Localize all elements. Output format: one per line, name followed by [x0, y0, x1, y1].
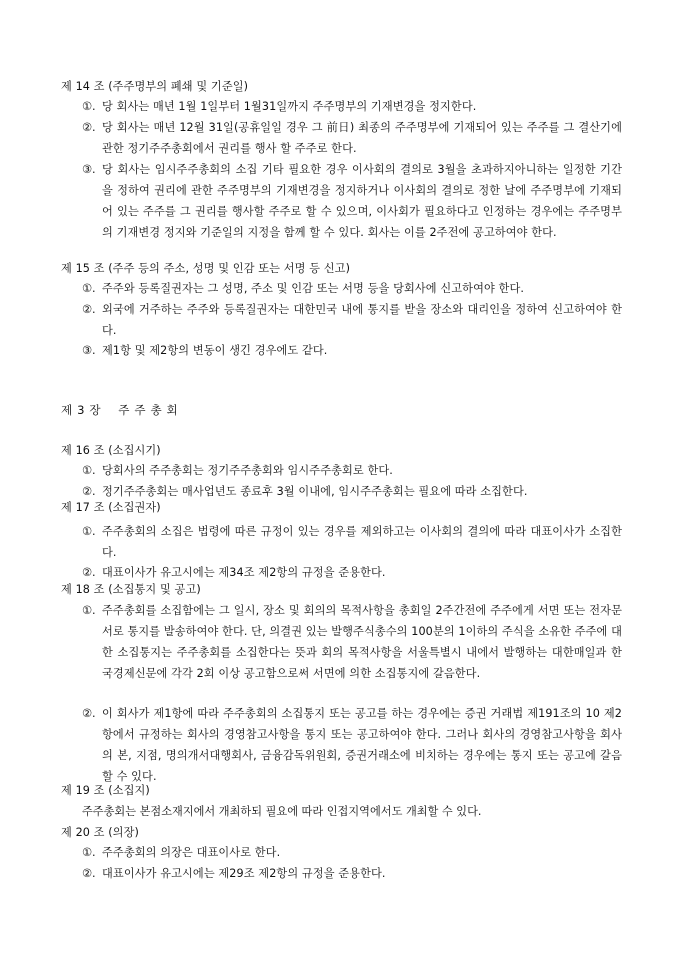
item-number: ①. — [82, 464, 96, 477]
article-18-item-2 — [82, 703, 622, 787]
item-text: 주주총회를 소집함에는 그 일시, 장소 및 회의의 목적사항을 총회일 2주간전에 주주에게 서면 또는 전자문서로 통지를 발송하여야 한다. 단, 의결권 있는 발행주식총수의 100분의 1이하의 주식을 소유한 주주에 대한 소집통지는 주주총회를 소집한다는 뜻과 회의 목적사항을 서울특별시 내에서 발행하는 대한매일과 한국경제신문에 각각 2회 이상 공고함으로써 서면에 의한 소집통지에 갈음한다. — [102, 604, 623, 680]
item-text: 외국에 거주하는 주주와 등록질권자는 대한민국 내에 통지를 받을 장소와 대리인을 정하여 신고하여야 한다. — [102, 303, 622, 337]
item-number: ②. — [82, 485, 96, 498]
item-number: ①. — [82, 282, 96, 295]
item-number: ②. — [82, 707, 96, 720]
item-text: 제1항 및 제2항의 변동이 생긴 경우에도 같다. — [102, 344, 328, 357]
article-14-item-2 — [82, 117, 622, 159]
article-14-title: 제 14 조 (주주명부의 폐쇄 및 기준일) — [61, 80, 249, 93]
article-15-item-3 — [82, 340, 622, 361]
article-14-item-1 — [82, 96, 622, 117]
article-16-title: 제 16 조 (소집시기) — [61, 444, 161, 457]
item-text: 대표이사가 유고시에는 제29조 제2항의 규정을 준용한다. — [102, 867, 386, 880]
article-17-item-1 — [82, 521, 622, 563]
item-number: ③. — [82, 344, 96, 357]
item-number: ③. — [82, 163, 96, 176]
chapter-3-heading: 제 3 장 주 주 총 회 — [61, 403, 179, 417]
item-text: 정기주주총회는 매사업년도 종료후 3월 이내에, 임시주주총회는 필요에 따라 소집한다. — [102, 485, 528, 498]
article-20-item-1 — [82, 842, 622, 863]
item-text: 이 회사가 제1항에 따라 주주총회의 소집통지 또는 공고를 하는 경우에는 증권 거래법 제191조의 10 제2항에서 규정하는 회사의 경영참고사항을 통지 또는 공고하여야 한다. 그러나 회사의 경영참고사항을 회사의 본, 지점, 명의개서대행회사, 금융감독위원회, 증권거래소에 비치하는 경우에는 통지 또는 공고에 갈음할 수 있다. — [102, 707, 622, 783]
article-19-title: 제 19 조 (소집지) — [61, 784, 150, 797]
article-18-item-1 — [82, 600, 622, 684]
item-number: ①. — [82, 525, 96, 538]
article-16-item-2 — [82, 481, 622, 502]
item-number: ②. — [82, 867, 96, 880]
item-text: 주주총회의 의장은 대표이사로 한다. — [102, 846, 281, 859]
article-15-title: 제 15 조 (주주 등의 주소, 성명 및 인감 또는 서명 등 신고) — [61, 262, 351, 275]
article-18-title: 제 18 조 (소집통지 및 공고) — [61, 583, 201, 596]
item-text: 주주와 등록질권자는 그 성명, 주소 및 인감 또는 서명 등을 당회사에 신고하여야 한다. — [102, 282, 525, 295]
article-20-item-2 — [82, 863, 622, 884]
item-text: 당 회사는 임시주주총회의 소집 기타 필요한 경우 이사회의 결의로 3월을 초과하지아니하는 일정한 기간을 정하여 권리에 관한 주주명부의 기재변경을 정지하거나 이사회의 결의로 정한 날에 주주명부에 기재되어 있는 주주를 그 권리를 행사할 주주로 할 수 있으며, 이사회가 필요하다고 인정하는 경우에는 주주명부의 기재변경 정지와 기준일의 지정을 함께 할 수 있다. 회사는 이를 2주전에 공고하여야 한다. — [102, 163, 622, 239]
item-text: 주주총회의 소집은 법령에 따른 규정이 있는 경우를 제외하고는 이사회의 결의에 따라 대표이사가 소집한다. — [102, 525, 622, 559]
item-text: 당 회사는 매년 12월 31일(공휴일일 경우 그 前日) 최종의 주주명부에 기재되어 있는 주주를 그 결산기에 관한 정기주주총회에서 권리를 행사 할 주주로 한다. — [102, 121, 622, 155]
item-text: 대표이사가 유고시에는 제34조 제2항의 규정을 준용한다. — [102, 566, 386, 579]
item-number: ②. — [82, 121, 96, 134]
article-16-item-1 — [82, 460, 622, 481]
article-15-item-1 — [82, 278, 622, 299]
item-number: ①. — [82, 846, 96, 859]
article-20-title: 제 20 조 (의장) — [61, 826, 139, 839]
article-19-text: 주주총회는 본점소재지에서 개최하되 필요에 따라 인접지역에서도 개최할 수 있다. — [82, 805, 482, 818]
article-15-item-2 — [82, 299, 622, 341]
article-17-item-2 — [82, 562, 622, 583]
item-text: 당 회사는 매년 1월 1일부터 1월31일까지 주주명부의 기재변경을 정지한다. — [102, 100, 477, 113]
item-number: ①. — [82, 604, 96, 617]
item-number: ②. — [82, 303, 96, 316]
item-text: 당회사의 주주총회는 정기주주총회와 임시주주총회로 한다. — [102, 464, 393, 477]
item-number: ②. — [82, 566, 96, 579]
item-number: ①. — [82, 100, 96, 113]
article-14-item-3 — [82, 159, 622, 243]
article-17-title: 제 17 조 (소집권자) — [61, 501, 161, 514]
